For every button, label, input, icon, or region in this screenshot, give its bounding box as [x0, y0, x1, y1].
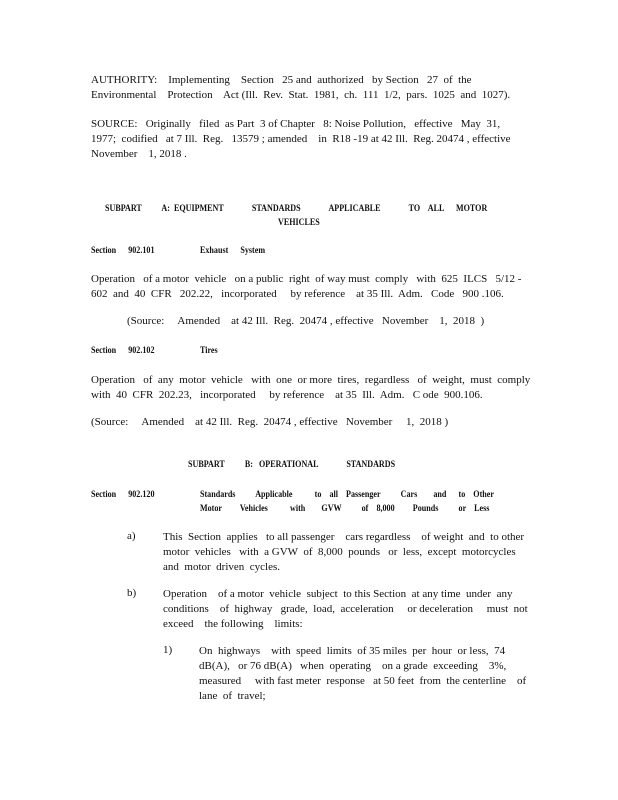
item-b-line-3: exceed the following limits: [163, 618, 303, 630]
section-120-number: Section 902.120 [91, 490, 155, 500]
authority-paragraph [91, 73, 521, 103]
section-120-title-line-1: Standards Applicable to all Passenger Cars and to Other [200, 490, 494, 500]
authority-line-2: Environmental Protection Act (Ill. Rev. Stat. 1981, ch. 111 1/2, pars. 1025 and 1027). [91, 89, 511, 101]
item-b-line-2: conditions of highway grade, load, acceleration or deceleration must not [163, 603, 528, 615]
section-101-number: Section 902.101 [91, 246, 155, 256]
item-a-label: a) [127, 530, 136, 542]
subpart-b-heading: SUBPART B: OPERATIONAL STANDARDS [188, 460, 396, 470]
section-102-body-line-1: Operation of any motor vehicle with one or more tires, regardless of weight, must comply [91, 374, 531, 386]
section-102-body-line-2: with 40 CFR 202.23, incorporated by reference at 35 Ill. Adm. C ode 900.106. [91, 389, 483, 401]
section-102-number: Section 902.102 [91, 346, 155, 356]
item-a-line-2: motor vehicles with a GVW of 8,000 pounds or less, except motorcycles [163, 546, 516, 558]
section-101-body [91, 272, 521, 302]
section-120-title-line-2: Motor Vehicles with GVW of 8,000 Pounds or Less [200, 504, 490, 514]
subitem-1-line-2: dB(A), or 76 dB(A) when operating on a grade exceeding 3%, [199, 660, 507, 672]
section-101-body-line-1: Operation of a motor vehicle on a public right of way must comply with 625 ILCS 5/12 - [91, 273, 522, 285]
section-102-body [91, 373, 531, 403]
section-102-source-note: (Source: Amended at 42 Ill. Reg. 20474 , effective November 1, 2018 ) [91, 416, 449, 428]
item-b-label: b) [127, 587, 137, 599]
source-paragraph [91, 117, 521, 162]
subitem-1-line-3: measured with fast meter response at 50 feet from the centerline of [199, 675, 527, 687]
item-a-line-1: This Section applies to all passenger cars regardless of weight and to other [163, 531, 525, 543]
section-101-title: Exhaust System [200, 246, 266, 256]
item-b-line-1: Operation of a motor vehicle subject to this Section at any time under any [163, 588, 513, 600]
section-102-title: Tires [200, 346, 218, 356]
subitem-1-line-1: On highways with speed limits of 35 miles per hour or less, 74 [199, 645, 506, 657]
item-a-text [163, 530, 525, 575]
item-b-text [163, 587, 528, 632]
subitem-1-text [199, 644, 527, 704]
subitem-1-label: 1) [163, 644, 173, 656]
section-101-source-note: (Source: Amended at 42 Ill. Reg. 20474 , effective November 1, 2018 ) [127, 315, 485, 327]
source-line-3: November 1, 2018 . [91, 148, 187, 160]
subpart-a-heading-line-1: SUBPART A: EQUIPMENT STANDARDS APPLICABLE TO ALL MOTOR [105, 204, 488, 214]
subpart-a-heading-line-2: VEHICLES [278, 218, 320, 228]
item-a-line-3: and motor driven cycles. [163, 561, 280, 573]
authority-line-1: AUTHORITY: Implementing Section 25 and authorized by Section 27 of the [91, 74, 472, 86]
section-101-body-line-2: 602 and 40 CFR 202.22, incorporated by reference at 35 Ill. Adm. Code 900 .106. [91, 288, 504, 300]
source-line-1: SOURCE: Originally filed as Part 3 of Chapter 8: Noise Pollution, effective May 31, [91, 118, 501, 130]
subitem-1-line-4: lane of travel; [199, 690, 266, 702]
source-line-2: 1977; codified at 7 Ill. Reg. 13579 ; amended in R18 -19 at 42 Ill. Reg. 20474 , effective [91, 133, 511, 145]
